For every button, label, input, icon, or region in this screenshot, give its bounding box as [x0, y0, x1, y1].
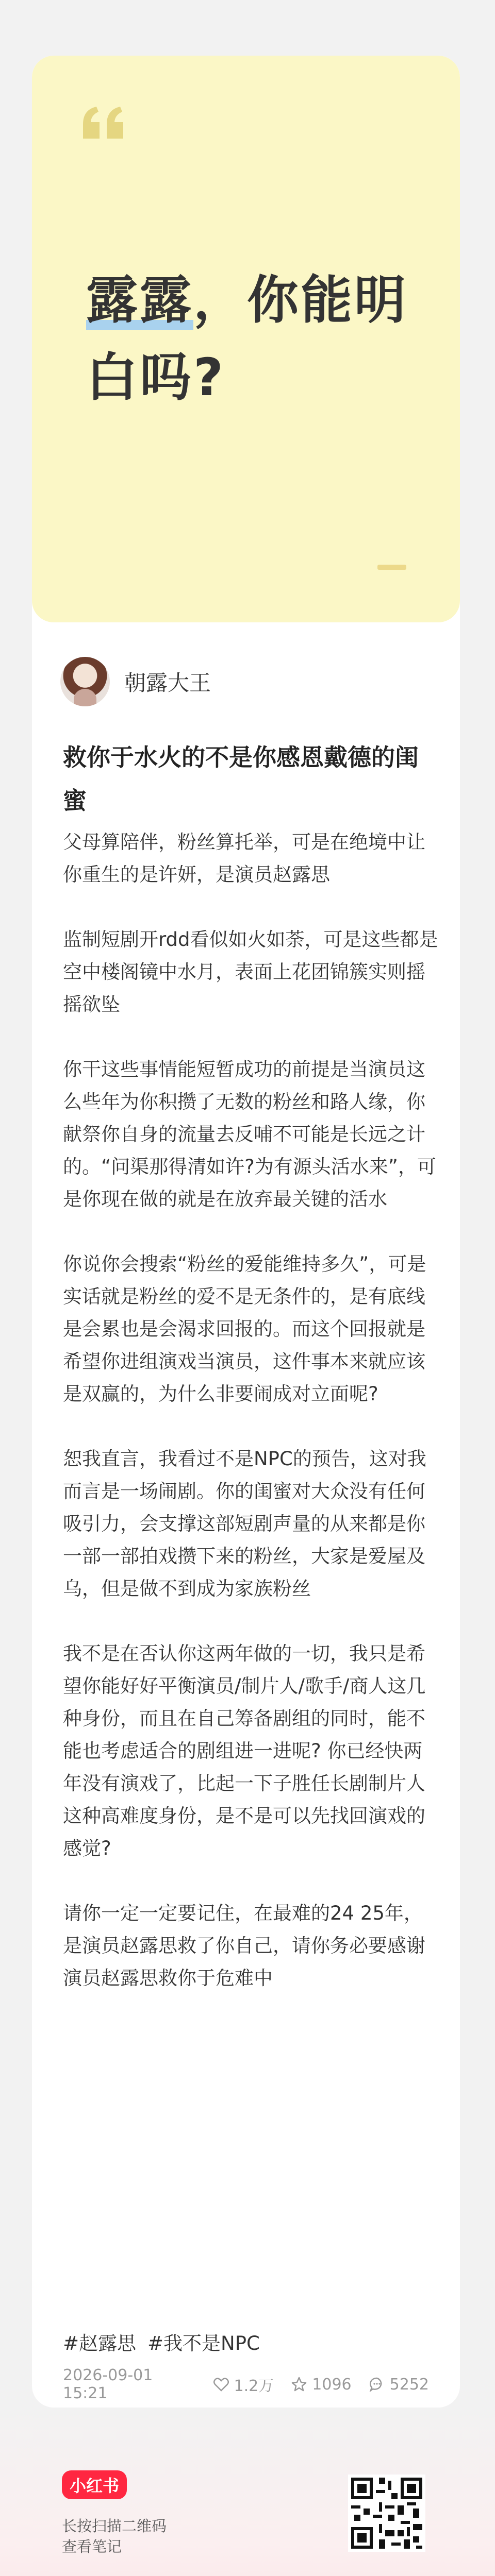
star-icon: [291, 2377, 307, 2392]
quote-title-highlight: 露露: [86, 270, 193, 330]
note-card: [32, 56, 460, 2408]
post-date: 2026-09-01 15:21: [63, 2366, 153, 2402]
post-meta: [63, 2366, 429, 2402]
like-count: 1.2万: [234, 2377, 274, 2395]
author-name[interactable]: 朝露大王: [124, 670, 211, 696]
share-footer: [0, 2408, 495, 2576]
star-button[interactable]: [291, 2376, 351, 2394]
quote-title: [86, 262, 416, 416]
footer-line-1: 长按扫描二维码: [62, 2517, 167, 2535]
quote-mark-icon: [81, 105, 127, 141]
quote-card: [32, 56, 460, 622]
qr-code-icon[interactable]: [348, 2475, 425, 2552]
author-row[interactable]: [60, 653, 211, 710]
quote-title-rest: ，你能明白吗?: [86, 270, 408, 408]
post-paragraph: 请你一定一定要记住，在最难的24 25年，是演员赵露思救了你自己，请你务必要感谢演员赵露思救你于危难中: [63, 1902, 425, 1989]
post-paragraph: 父母算陪伴，粉丝算托举，可是在绝境中让你重生的是许妍，是演员赵露思: [63, 831, 425, 886]
tag-link[interactable]: #赵露思: [63, 2332, 137, 2354]
post-paragraph: 恕我直言，我看过不是NPC的预告，这对我而言是一场闹剧。你的闺蜜对大众没有任何吸引力，会支撑这部短剧声量的从来都是你一部一部拍戏攒下来的粉丝，大家是爱屋及乌，但是做不到成为家族粉丝: [63, 1448, 426, 1600]
tag-list: [63, 2328, 260, 2355]
post-title: 救你于水火的不是你感恩戴德的闺蜜: [63, 743, 419, 815]
avatar[interactable]: [60, 657, 110, 706]
post-paragraph: 监制短剧开rdd看似如火如荼，可是这些都是空中楼阁镜中水月，表面上花团锦簇实则摇摇欲坠: [63, 928, 438, 1015]
post-paragraph: 你干这些事情能短暂成功的前提是当演员这么些年为你积攒了无数的粉丝和路人缘，你献祭你自身的流量去反哺不可能是长远之计的。“问渠那得清如许?为有源头活水来”，可是你现在做的就是在放弃最关键的活水: [63, 1058, 436, 1210]
footer-hint: [62, 2516, 167, 2557]
xiaohongshu-logo: 小红书: [62, 2470, 127, 2499]
post-paragraph: 你说你会搜索“粉丝的爱能维持多久”，可是实话就是粉丝的爱不是无条件的，是有底线是会累也是会渴求回报的。而这个回报就是希望你进组演戏当演员，这件事本来就应该是双赢的，为什么非要闹成对立面呢?: [63, 1253, 426, 1405]
quote-dash: [377, 565, 406, 570]
post-paragraph: 我不是在否认你这两年做的一切，我只是希望你能好好平衡演员/制片人/歌手/商人这几种身份，而且在自己筹备剧组的同时，能不能也考虑适合的剧组进一进呢? 你已经快两年没有演戏了，比起一下子胜任长剧制片人这种高难度身份，是不是可以先找回演戏的感觉?: [63, 1642, 426, 1859]
comment-count: 5252: [389, 2375, 429, 2394]
comment-button[interactable]: [369, 2376, 429, 2394]
post-body: [63, 826, 439, 2027]
comment-icon: [369, 2377, 385, 2392]
footer-line-2: 查看笔记: [62, 2538, 122, 2555]
like-button[interactable]: [213, 2373, 274, 2396]
heart-icon: [213, 2377, 229, 2392]
tag-link[interactable]: #我不是NPC: [147, 2332, 260, 2354]
star-count: 1096: [312, 2375, 352, 2394]
